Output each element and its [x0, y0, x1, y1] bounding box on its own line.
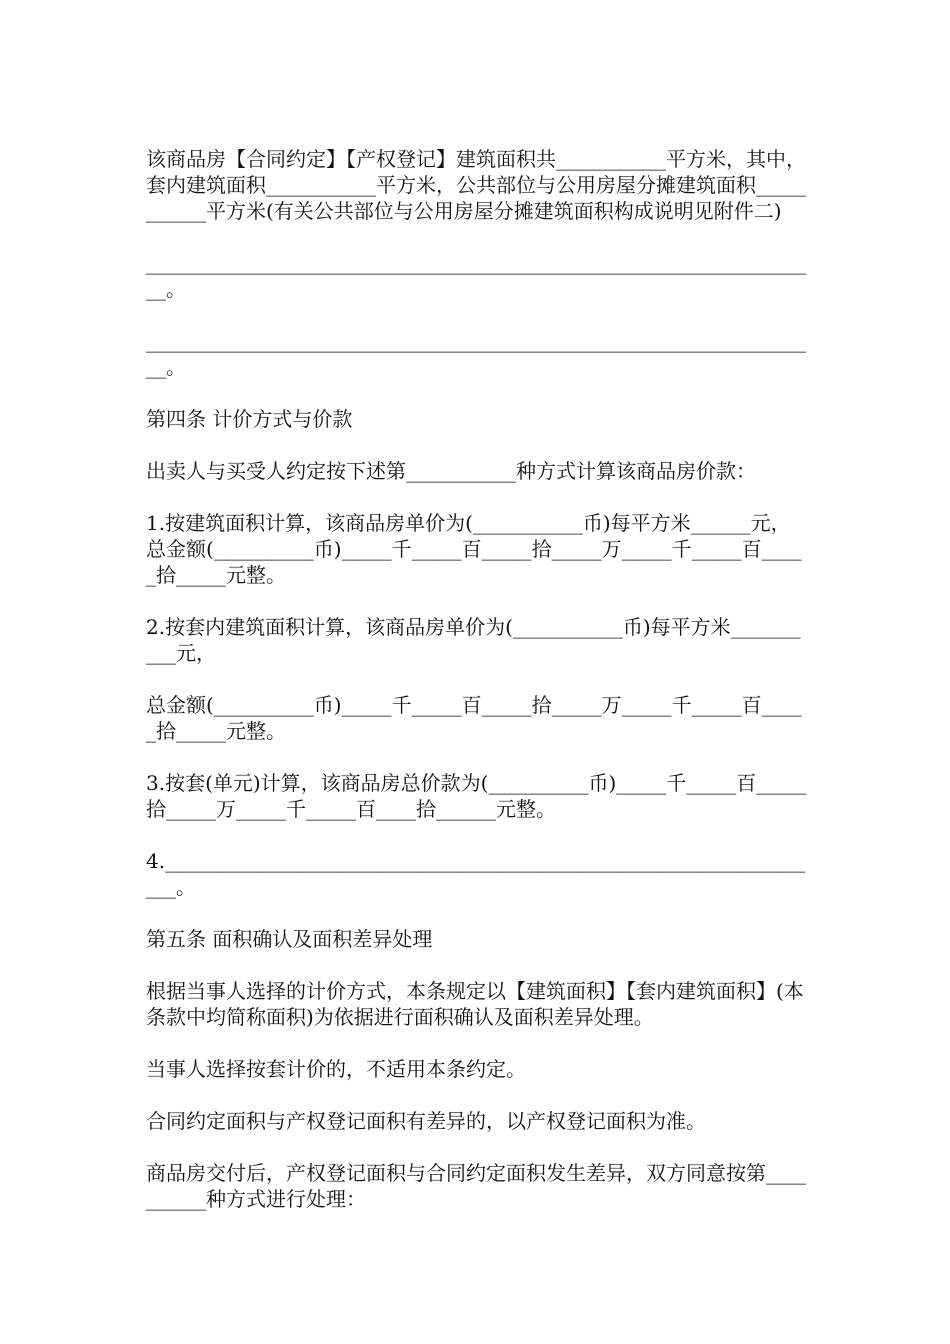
pricing-method-intro: 出卖人与买受人约定按下述第___________种方式计算该商品房价款：: [146, 459, 756, 483]
blank-line-paragraph-1: ____________________________________________________________________。: [146, 251, 806, 301]
pricing-option-1: 1.按建筑面积计算，该商品房单价为(___________币)每平方米______元，总金额(__________币)_____千_____百_____拾_____万_____千_____百_____拾_____元整。: [146, 511, 802, 587]
per-unit-exclusion: 当事人选择按套计价的，不适用本条约定。: [146, 1057, 526, 1081]
blank-line-paragraph-2: ____________________________________________________________________。: [146, 329, 806, 379]
pricing-option-3: 3.按套(单元)计算，该商品房总价款为(__________币)_____千_____百_____拾_____万_____千_____百____拾______元整。: [146, 771, 807, 821]
article-5-heading: 第五条 面积确认及面积差异处理: [146, 927, 433, 951]
area-confirmation-basis: 根据当事人选择的计价方式，本条规定以【建筑面积】【套内建筑面积】(本条款中均简称面积)为依据进行面积确认及面积差异处理。: [146, 979, 804, 1029]
pricing-option-2: 2.按套内建筑面积计算，该商品房单价为(___________币)每平方米__________元，: [146, 615, 801, 665]
registered-area-precedence: 合同约定面积与产权登记面积有差异的，以产权登记面积为准。: [146, 1109, 706, 1133]
pricing-option-4: 4.___________________________________________________________________。: [146, 849, 806, 899]
pricing-option-2-total: 总金额(__________币)_____千_____百_____拾_____万_____千_____百_____拾_____元整。: [146, 693, 802, 743]
article-4-heading: 第四条 计价方式与价款: [146, 407, 353, 431]
area-clause-paragraph: 该商品房【合同约定】【产权登记】建筑面积共___________平方米，其中，套内建筑面积___________平方米，公共部位与公用房屋分摊建筑面积___________平方米(有关公共部位与公用房屋分摊建筑面积构成说明见附件二): [146, 147, 806, 223]
document-body: [146, 146, 810, 1238]
area-difference-handling: 商品房交付后，产权登记面积与合同约定面积发生差异，双方同意按第__________种方式进行处理：: [146, 1161, 806, 1211]
